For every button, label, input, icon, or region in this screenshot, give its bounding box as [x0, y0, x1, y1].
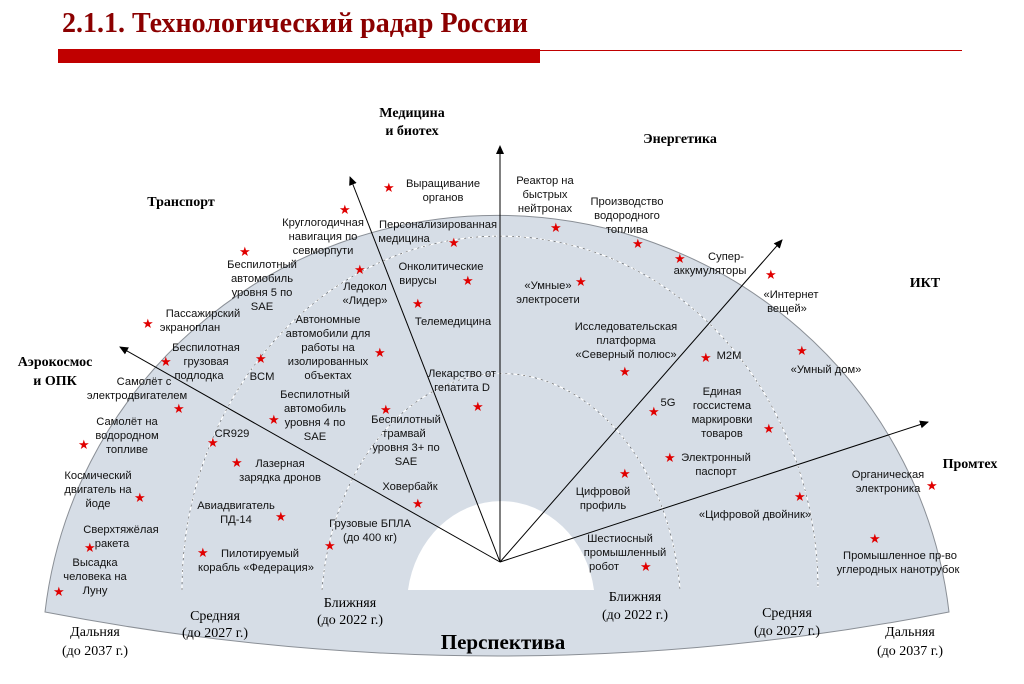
star-bsm: ★ — [255, 352, 267, 367]
sector-aerospace: Аэрокосмос и ОПК — [17, 355, 93, 389]
star-robot: ★ — [640, 560, 652, 575]
star-smart-grid: ★ — [575, 275, 587, 290]
star-telemed: ★ — [412, 297, 424, 312]
star-tram: ★ — [380, 403, 392, 418]
tech-iot: «Интернет вещей» — [763, 289, 819, 315]
star-laser: ★ — [231, 456, 243, 471]
tech-organs: Выращивание органов — [405, 178, 481, 204]
star-epassport: ★ — [664, 451, 676, 466]
star-hoverbike: ★ — [412, 497, 424, 512]
tech-nav: Круглогодичная навигация по севморпути — [282, 217, 364, 257]
star-hepatitis: ★ — [472, 400, 484, 415]
tech-robot: Шестиосный промышленный робот — [583, 533, 667, 573]
star-space-engine: ★ — [134, 491, 146, 506]
tech-m2m: M2M — [716, 350, 742, 362]
star-cargo-airship: ★ — [160, 355, 172, 370]
star-org-electronics: ★ — [926, 479, 938, 494]
tech-super-rocket: Сверхтяжёлая ракета — [83, 524, 159, 550]
star-moon: ★ — [53, 585, 65, 600]
perspective-label: Перспектива — [440, 630, 566, 654]
tech-electric-plane: Самолёт с электродвигателем — [86, 376, 188, 402]
star-cargo-drone: ★ — [324, 539, 336, 554]
tech-auto5: Беспилотный автомобиль уровня 5 по SAE — [227, 259, 297, 313]
star-nanotubes: ★ — [869, 532, 881, 547]
tech-auto-isolated: Автономные автомобили для работы на изолированных объектах — [285, 314, 371, 382]
star-smart-home: ★ — [796, 344, 808, 359]
star-m2m: ★ — [700, 351, 712, 366]
sector-promtech: Промтех — [942, 457, 998, 472]
star-nav: ★ — [339, 203, 351, 218]
star-supercap: ★ — [674, 252, 686, 267]
horizon-far-left: Дальняя (до 2037 г.) — [61, 625, 129, 659]
star-auto5: ★ — [239, 245, 251, 260]
tech-digital-twin: «Цифровой двойник» — [698, 509, 812, 521]
star-federation: ★ — [197, 546, 209, 561]
star-personal-med: ★ — [448, 236, 460, 251]
tech-personal-med: Персонализированная медицина — [378, 219, 498, 245]
sector-ict: ИКТ — [909, 276, 941, 291]
tech-supercap: Супер-аккумуляторы — [673, 251, 747, 277]
tech-federation: Пилотируемый корабль «Федерация» — [198, 548, 314, 574]
star-cr929: ★ — [207, 436, 219, 451]
star-digital-twin: ★ — [794, 490, 806, 505]
tech-fast-reactor: Реактор на быстрых нейтронах — [516, 175, 574, 215]
star-pd14: ★ — [275, 510, 287, 525]
star-fast-reactor: ★ — [550, 221, 562, 236]
tech-epassport: Электронный паспорт — [681, 452, 751, 478]
tech-cr929: CR929 — [214, 428, 250, 440]
tech-hydrogen-plane: Самолёт на водородном топливе — [95, 416, 159, 456]
horizon-near-left: Ближняя (до 2022 г.) — [316, 596, 384, 628]
sector-medicine: Медицина и биотех — [379, 106, 445, 139]
tech-nanotubes: Промышленное пр-во углеродных нанотрубок — [836, 550, 960, 576]
tech-pd14: Авиадвигатель ПД-14 — [197, 500, 275, 526]
tech-hepatitis: Лекарство от гепатита D — [427, 368, 497, 394]
star-oncolytic: ★ — [462, 274, 474, 289]
tech-oncolytic: Онколитические вирусы — [398, 261, 484, 287]
tech-auto4: Беспилотный автомобиль уровня 4 по SAE — [280, 389, 350, 443]
tech-smart-home: «Умный дом» — [790, 364, 862, 376]
page-title: 2.1.1. Технологический радар России — [62, 8, 529, 39]
star-auto4: ★ — [268, 413, 280, 428]
tech-north-pole: Исследовательская платформа «Северный полюс» — [574, 321, 678, 361]
star-hydrogen-plane: ★ — [78, 438, 90, 453]
star-auto-isolated: ★ — [374, 346, 386, 361]
star-digital-profile: ★ — [619, 467, 631, 482]
star-organs: ★ — [383, 181, 395, 196]
tech-moon: Высадка человека на Луну — [63, 557, 127, 597]
horizon-mid-right: Средняя (до 2027 г.) — [753, 606, 821, 639]
tech-hoverbike: Ховербайк — [382, 481, 438, 493]
tech-laser: Лазерная зарядка дронов — [239, 458, 321, 484]
tech-cargo-airship: Беспилотная грузовая подлодка — [172, 342, 240, 382]
tech-ekranoplan: Пассажирский экраноплан — [159, 308, 241, 334]
tech-space-engine: Космический двигатель на йоде — [64, 470, 132, 510]
star-super-rocket: ★ — [84, 541, 96, 556]
tech-5g: 5G — [660, 397, 676, 409]
star-5g: ★ — [648, 405, 660, 420]
tech-icebreaker: Ледокол «Лидер» — [342, 281, 388, 307]
star-north-pole: ★ — [619, 365, 631, 380]
tech-telemed: Телемедицина — [414, 316, 492, 328]
tech-digital-profile: Цифровой профиль — [575, 486, 631, 512]
tech-hydrogen: Производство водородного топлива — [590, 196, 664, 236]
tech-marking: Единая госсистема маркировки товаров — [691, 386, 753, 440]
horizon-near-right: Ближняя (до 2022 г.) — [601, 590, 669, 623]
tech-tram: Беспилотный трамвай уровня 3+ по SAE — [371, 414, 441, 468]
star-icebreaker: ★ — [354, 263, 366, 278]
sector-energy: Энергетика — [643, 132, 717, 147]
sector-transport: Транспорт — [147, 195, 215, 210]
star-marking: ★ — [763, 422, 775, 437]
star-hydrogen: ★ — [632, 237, 644, 252]
horizon-far-right: Дальняя (до 2037 г.) — [876, 625, 944, 659]
star-iot: ★ — [765, 268, 777, 283]
horizon-mid-left: Средняя (до 2027 г.) — [181, 609, 249, 641]
star-electric-plane: ★ — [173, 402, 185, 417]
tech-org-electronics: Органическая электроника — [851, 469, 925, 495]
star-ekranoplan: ★ — [142, 317, 154, 332]
tech-cargo-drone: Грузовые БПЛА (до 400 кг) — [329, 518, 411, 544]
tech-bsm: BCM — [249, 371, 275, 383]
tech-smart-grid: «Умные» электросети — [516, 280, 580, 306]
